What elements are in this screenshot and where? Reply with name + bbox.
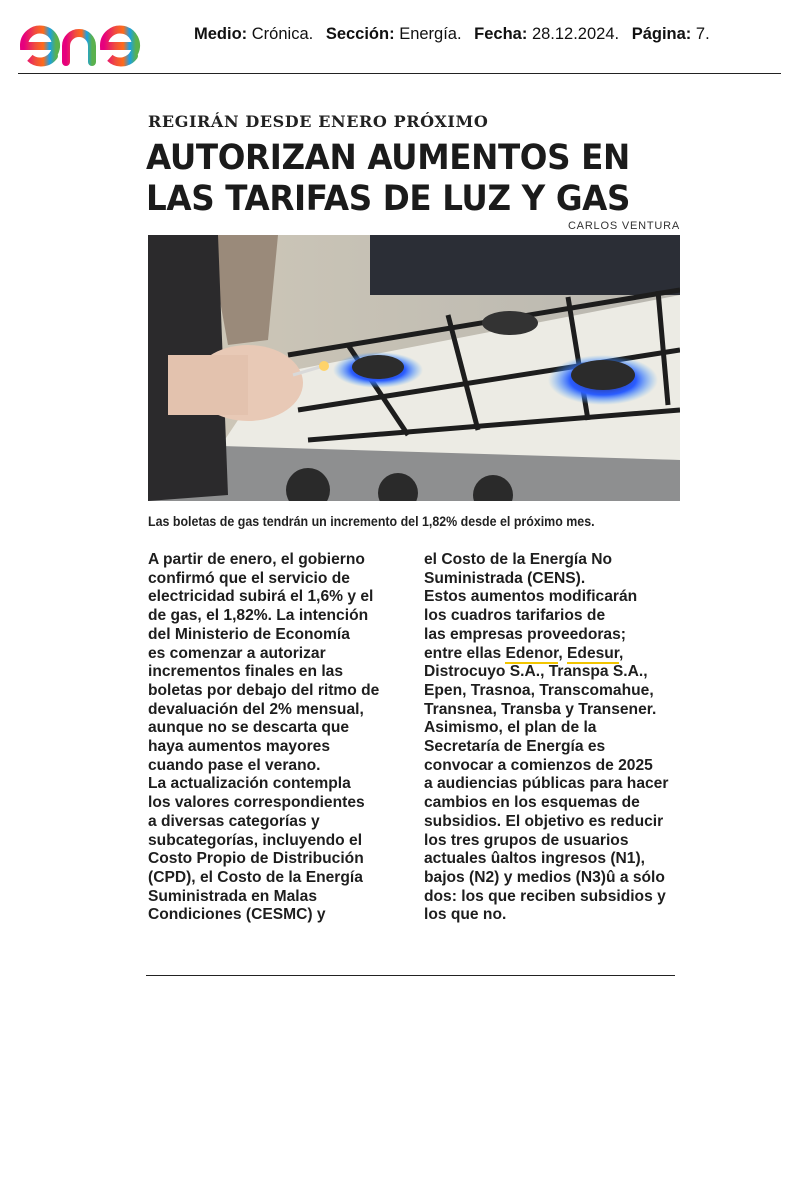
highlight-edesur: Edesur: [567, 644, 620, 662]
body-line: haya aumentos mayores: [148, 738, 331, 756]
article-byline: CARLOS VENTURA: [567, 220, 680, 232]
body-line: bajos (N2) y medios (N3)û a sólo: [424, 868, 665, 886]
body-line: Suministrada en Malas: [148, 887, 317, 905]
companies-suffix: ,: [619, 644, 624, 662]
body-line: Transnea, Transba y Transener.: [424, 700, 657, 718]
body-line: incrementos finales en las: [148, 663, 343, 681]
body-line: subsidios. El objetivo es reducir: [424, 812, 664, 830]
body-line: de gas, el 1,82%. La intención: [148, 607, 369, 625]
body-line: Condiciones (CESMC) y: [148, 906, 326, 924]
seccion-label: Sección:: [325, 25, 395, 43]
body-line: cuando pase el verano.: [148, 756, 321, 774]
header-divider: [18, 73, 781, 74]
medio-label: Medio:: [194, 25, 248, 43]
body-line: Costo Propio de Distribución: [148, 850, 364, 868]
seccion-value: Energía.: [399, 25, 462, 43]
body-line: a diversas categorías y: [148, 812, 320, 830]
photo-caption: Las boletas de gas tendrán un incremento del 1,82% desde el próximo mes.: [148, 514, 595, 529]
clipping-metadata: [194, 25, 710, 44]
companies-separator: ,: [558, 644, 568, 662]
article-headline: [146, 138, 648, 220]
body-line: Distrocuyo S.A., Transpa S.A.,: [424, 663, 648, 681]
headline-line-1: AUTORIZAN AUMENTOS EN: [146, 138, 630, 178]
body-line: confirmó que el servicio de: [148, 569, 350, 587]
body-line: dos: los que reciben subsidios y: [424, 887, 666, 905]
article-body-left-column: [148, 551, 408, 925]
body-line: Asimismo, el plan de la: [424, 719, 597, 737]
body-line: boletas por debajo del ritmo de: [148, 681, 380, 699]
medio-value: Crónica.: [251, 25, 314, 43]
body-line: A partir de enero, el gobierno: [148, 551, 365, 568]
body-line: Suministrada (CENS).: [424, 569, 586, 587]
article-kicker: REGIRÁN DESDE ENERO PRÓXIMO: [148, 112, 489, 131]
headline-line-2: LAS TARIFAS DE LUZ Y GAS: [146, 179, 631, 219]
body-line: a audiencias públicas para hacer: [424, 775, 669, 793]
body-line: subcategorías, incluyendo el: [148, 831, 363, 849]
fecha-value: 28.12.2024.: [531, 25, 620, 43]
companies-prefix: entre ellas: [424, 644, 506, 662]
gas-stove-photo-icon: [148, 235, 680, 501]
body-line: los valores correspondientes: [148, 794, 365, 812]
body-line: actuales ûaltos ingresos (N1),: [424, 850, 645, 868]
body-line: electricidad subirá el 1,6% y el: [148, 588, 374, 606]
body-line: La actualización contempla: [148, 775, 351, 793]
body-line: del Ministerio de Economía: [148, 625, 350, 643]
body-line: convocar a comienzos de 2025: [424, 756, 653, 774]
body-line: cambios en los esquemas de: [424, 794, 640, 812]
pagina-label: Página:: [631, 25, 692, 43]
body-line: las empresas proveedoras;: [424, 625, 626, 643]
body-line: Epen, Trasnoa, Transcomahue,: [424, 681, 654, 699]
clipping-header: [0, 0, 800, 75]
body-line: los tres grupos de usuarios: [424, 831, 629, 849]
body-line: Secretaría de Energía es: [424, 738, 606, 756]
body-line: es comenzar a autorizar: [148, 644, 326, 662]
body-line-companies: [424, 645, 686, 664]
body-line: los cuadros tarifarios de: [424, 607, 606, 625]
body-line: devaluación del 2% mensual,: [148, 700, 364, 718]
fecha-label: Fecha:: [474, 25, 528, 43]
article-bottom-divider: [146, 975, 675, 976]
body-line: aunque no se descarta que: [148, 719, 350, 737]
highlight-edenor: Edenor: [505, 644, 559, 662]
article-body-right-column: [424, 551, 686, 925]
body-line: (CPD), el Costo de la Energía: [148, 868, 363, 886]
pagina-value: 7.: [695, 25, 710, 43]
body-line: Estos aumentos modificarán: [424, 588, 638, 606]
body-line: el Costo de la Energía No: [424, 551, 613, 568]
body-line: los que no.: [424, 906, 507, 924]
enel-logo-icon: [16, 8, 171, 68]
